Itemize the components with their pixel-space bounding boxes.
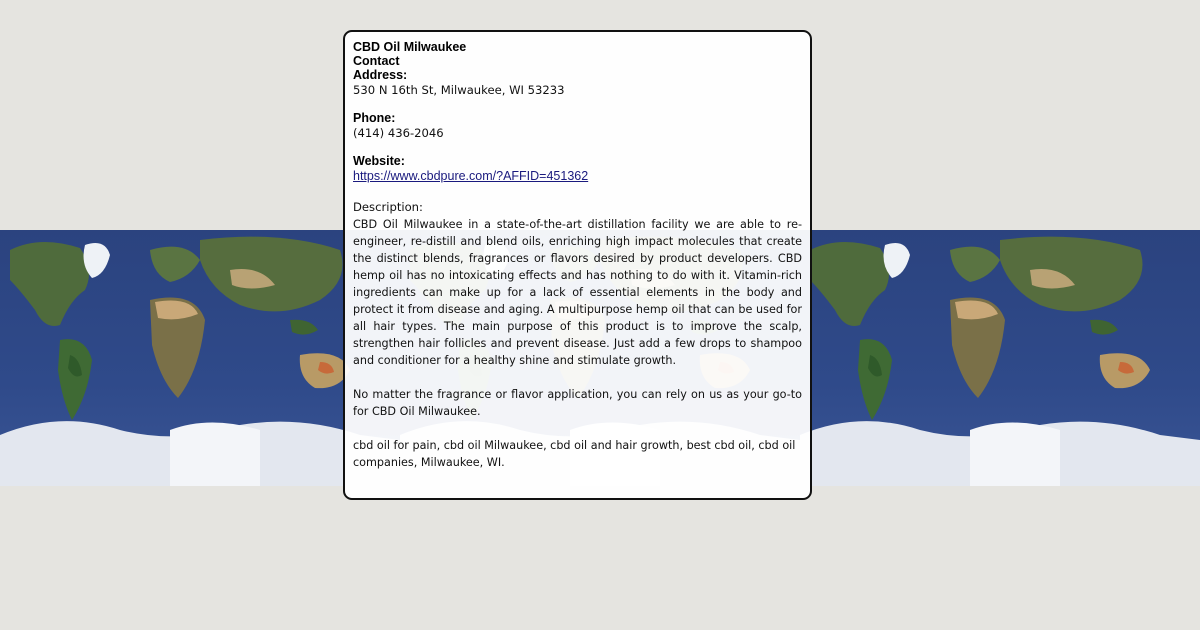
keywords-text: cbd oil for pain, cbd oil Milwaukee, cbd oil and hair growth, best cbd oil, cbd oil companies, Milwaukee, WI. — [353, 439, 796, 469]
website-label: Website: — [353, 154, 405, 168]
phone-label: Phone: — [353, 111, 396, 125]
description-label: Description: — [353, 200, 423, 214]
website-link[interactable]: https://www.cbdpure.com/?AFFID=451362 — [353, 169, 589, 183]
business-info-card — [343, 30, 812, 500]
contact-heading: Contact — [353, 54, 400, 68]
phone-value: (414) 436-2046 — [353, 126, 444, 140]
description-paragraph: No matter the fragrance or flavor application, you can rely on us as your go-to for CBD Oil Milwaukee. — [353, 388, 802, 418]
description-paragraph: CBD Oil Milwaukee in a state-of-the-art distillation facility we are able to re-engineer, re-distill and blend oils, enriching high impact molecules that create the distinct blends, fragrances or flavors desired by product developers. CBD hemp oil has no intoxicating effects and has nothing to do with it. Vitamin-rich ingredients can make up for a lack of essential elements in the body and protect it from disease and aging. A multipurpose hemp oil that can be used for all hair types. The main purpose of this product is to improve the scalp, strengthen hair follicles and prevent disease. Just add a few drops to shampoo and conditioner for a healthy shine and stimulate growth. — [353, 218, 802, 367]
address-value: 530 N 16th St, Milwaukee, WI 53233 — [353, 83, 565, 97]
address-label: Address: — [353, 68, 408, 82]
business-name: CBD Oil Milwaukee — [353, 40, 467, 54]
